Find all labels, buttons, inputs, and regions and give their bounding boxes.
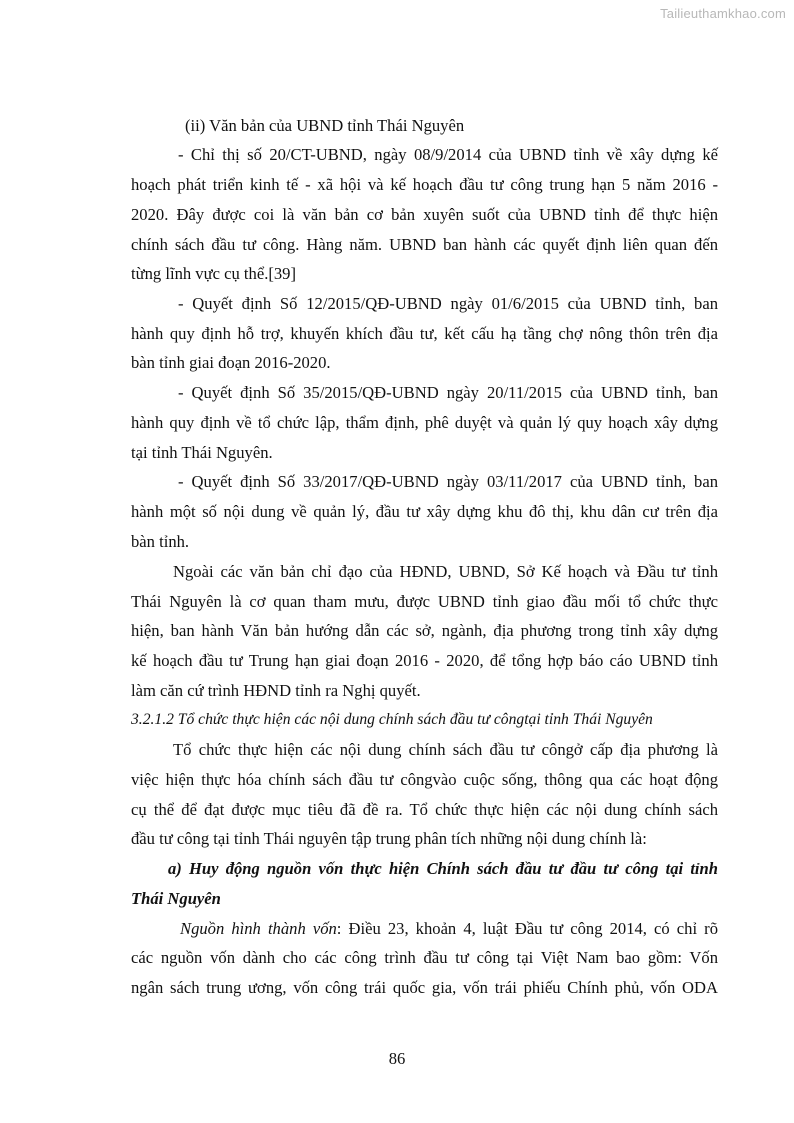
paragraph-line: Ngoài các văn bản chỉ đạo của HĐND, UBND, Sở Kế hoạch và Đầu tư tỉnh: [173, 562, 718, 581]
paragraph-line: - Quyết định Số 33/2017/QĐ-UBND ngày 03/11/2017 của UBND tỉnh, ban: [178, 472, 718, 491]
subsection-heading: 3.2.1.2 Tổ chức thực hiện các nội dung chính sách đầu tư côngtại tỉnh Thái Nguyên: [131, 711, 653, 728]
paragraph-line: từng lĩnh vực cụ thể.[39]: [131, 264, 296, 283]
paragraph-line: hành quy định hỗ trợ, khuyến khích đầu tư, kết cấu hạ tầng chợ nông thôn trên địa: [131, 324, 718, 343]
paragraph-line: bàn tỉnh giai đoạn 2016-2020.: [131, 353, 331, 372]
italic-term: Nguồn hình thành vốn: [180, 919, 337, 938]
section-heading-ii: (ii) Văn bản của UBND tỉnh Thái Nguyên: [185, 116, 465, 135]
paragraph-line: - Chỉ thị số 20/CT-UBND, ngày 08/9/2014 của UBND tỉnh về xây dựng kế: [178, 145, 718, 164]
paragraph-line: hiện, ban hành Văn bản hướng dẫn các sở, ngành, địa phương trong tỉnh xây dựng: [131, 621, 718, 640]
bold-italic-heading: a) Huy động nguồn vốn thực hiện Chính sách đầu tư đầu tư công tại tỉnh: [168, 859, 718, 878]
paragraph-line: các nguồn vốn dành cho các công trình đầu tư công tại Việt Nam bao gồm: Vốn: [131, 948, 718, 967]
paragraph-line: chính sách đầu tư công. Hàng năm. UBND ban hành các quyết định liên quan đến: [131, 235, 718, 254]
bold-italic-heading: Thái Nguyên: [131, 889, 221, 908]
watermark-text: Tailieuthamkhao.com: [660, 6, 786, 21]
paragraph-line: Thái Nguyên là cơ quan tham mưu, được UBND tỉnh giao đầu mối tổ chức thực: [131, 592, 718, 611]
paragraph-line: 2020. Đây được coi là văn bản cơ bản xuyên suốt của UBND tỉnh để thực hiện: [131, 205, 718, 224]
paragraph-line: hoạch phát triển kinh tế - xã hội và kế hoạch đầu tư công trung hạn 5 năm 2016 -: [131, 175, 718, 194]
paragraph-line: [180, 919, 718, 939]
paragraph-line: làm căn cứ trình HĐND tỉnh ra Nghị quyết.: [131, 681, 421, 700]
page-number: 86: [388, 1049, 406, 1068]
paragraph-line: bàn tỉnh.: [131, 532, 190, 551]
paragraph-text: : Điều 23, khoản 4, luật Đầu tư công 2014, có chỉ rõ: [336, 919, 718, 938]
paragraph-line: hành một số nội dung về quản lý, đầu tư xây dựng khu đô thị, khu dân cư trên địa: [131, 502, 718, 521]
paragraph-line: kế hoạch đầu tư Trung hạn giai đoạn 2016 - 2020, để tổng hợp báo cáo UBND tỉnh: [131, 651, 718, 670]
paragraph-line: - Quyết định Số 35/2015/QĐ-UBND ngày 20/11/2015 của UBND tỉnh, ban: [178, 383, 718, 402]
paragraph-line: đầu tư công tại tỉnh Thái nguyên tập trung phân tích những nội dung chính là:: [131, 829, 647, 848]
paragraph-line: Tổ chức thực hiện các nội dung chính sách đầu tư côngở cấp địa phương là: [173, 740, 718, 759]
paragraph-line: cụ thể để đạt được mục tiêu đã đề ra. Tổ chức thực hiện các nội dung chính sách: [131, 800, 718, 819]
paragraph-line: - Quyết định Số 12/2015/QĐ-UBND ngày 01/6/2015 của UBND tỉnh, ban: [178, 294, 718, 313]
paragraph-line: ngân sách trung ương, vốn công trái quốc gia, vốn trái phiếu Chính phủ, vốn ODA: [131, 978, 718, 997]
paragraph-line: tại tỉnh Thái Nguyên.: [131, 443, 273, 462]
paragraph-line: việc hiện thực hóa chính sách đầu tư côngvào cuộc sống, thông qua các hoạt động: [131, 770, 718, 789]
paragraph-line: hành quy định về tổ chức lập, thẩm định, phê duyệt và quản lý quy hoạch xây dựng: [131, 413, 718, 432]
